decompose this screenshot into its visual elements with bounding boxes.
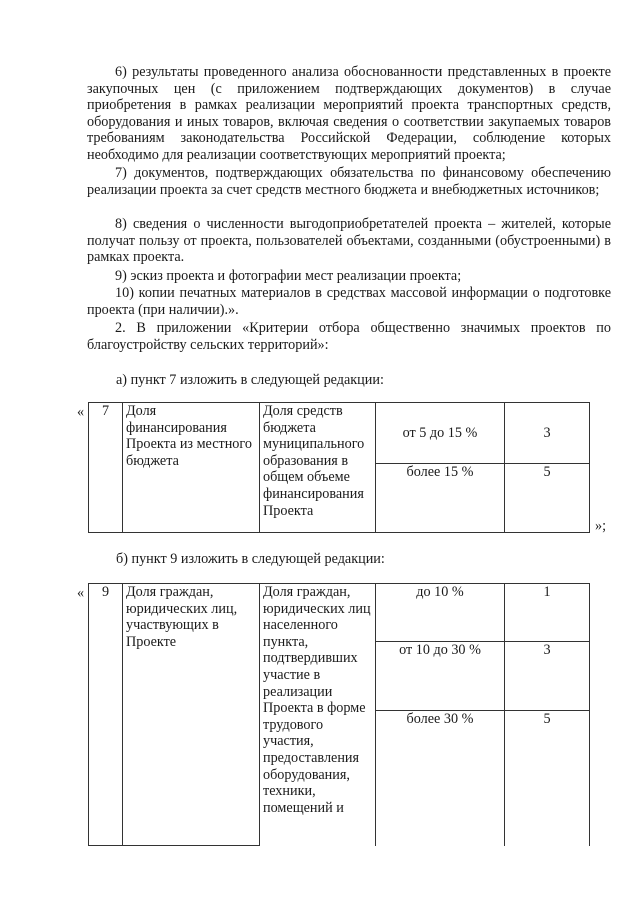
paragraph-item-7: 7) документов, подтверждающих обязательства по финансовому обеспечению реализации проекта за счет средств местного бюджета и внебюджетных источников; [87, 165, 611, 198]
criterion-indicator: Доля средств бюджета муниципального образования в общем объеме финансирования Проекта [260, 403, 376, 533]
opening-quote-7: « [77, 404, 85, 420]
table-row [89, 584, 590, 642]
criterion-indicator: Доля граждан, юридических лиц населенного пункта, подтвердивших участие в реализации Проекта в форме трудового участия, предоставления оборудования, техники, помещений и [260, 584, 376, 846]
score-cell: 5 [505, 711, 590, 846]
criterion-name: Доля финансирования Проекта из местного бюджета [123, 403, 260, 533]
closing-quote-7: »; [595, 518, 607, 534]
range-cell: более 30 % [376, 711, 505, 846]
score-cell: 5 [505, 464, 590, 533]
criterion-number: 9 [89, 584, 123, 846]
criteria-table-item-9 [88, 583, 590, 846]
score-cell: 3 [505, 642, 590, 711]
paragraph-item-6: 6) результаты проведенного анализа обоснованности представленных в проекте закупочных цен (с приложением подтверждающих документов) в случае приобретения в рамках реализации мероприятий проекта транспортных средств, оборудования и иных товаров, включая сведения о соответствии закупаемых товаров требованиям законодательства Российской Федерации, соблюдение которых необходимо для реализации соответствующих мероприятий проекта; [87, 64, 611, 163]
score-cell: 1 [505, 584, 590, 642]
opening-quote-9: « [77, 585, 85, 601]
criterion-name: Доля граждан, юридических лиц, участвующих в Проекте [123, 584, 260, 846]
paragraph-subitem-a: а) пункт 7 изложить в следующей редакции: [116, 372, 384, 388]
criterion-number: 7 [89, 403, 123, 533]
paragraph-item-9: 9) эскиз проекта и фотографии мест реализации проекта; [115, 268, 462, 284]
table-row [89, 403, 590, 464]
paragraph-subitem-b: б) пункт 9 изложить в следующей редакции: [116, 551, 385, 567]
criteria-table-item-7 [88, 402, 590, 533]
paragraph-section-2: 2. В приложении «Критерии отбора общественно значимых проектов по благоустройству сельских территорий»: [87, 320, 611, 353]
score-cell: 3 [505, 403, 590, 464]
range-cell: до 10 % [376, 584, 505, 642]
range-cell: от 10 до 30 % [376, 642, 505, 711]
paragraph-item-8: 8) сведения о численности выгодоприобретателей проекта – жителей, которые получат пользу от проекта, пользователей объектами, созданными (обустроенными) в рамках проекта. [87, 216, 611, 266]
range-cell: более 15 % [376, 464, 505, 533]
paragraph-item-10: 10) копии печатных материалов в средствах массовой информации о подготовке проекта (при наличии).». [87, 285, 611, 318]
range-cell: от 5 до 15 % [376, 403, 505, 464]
